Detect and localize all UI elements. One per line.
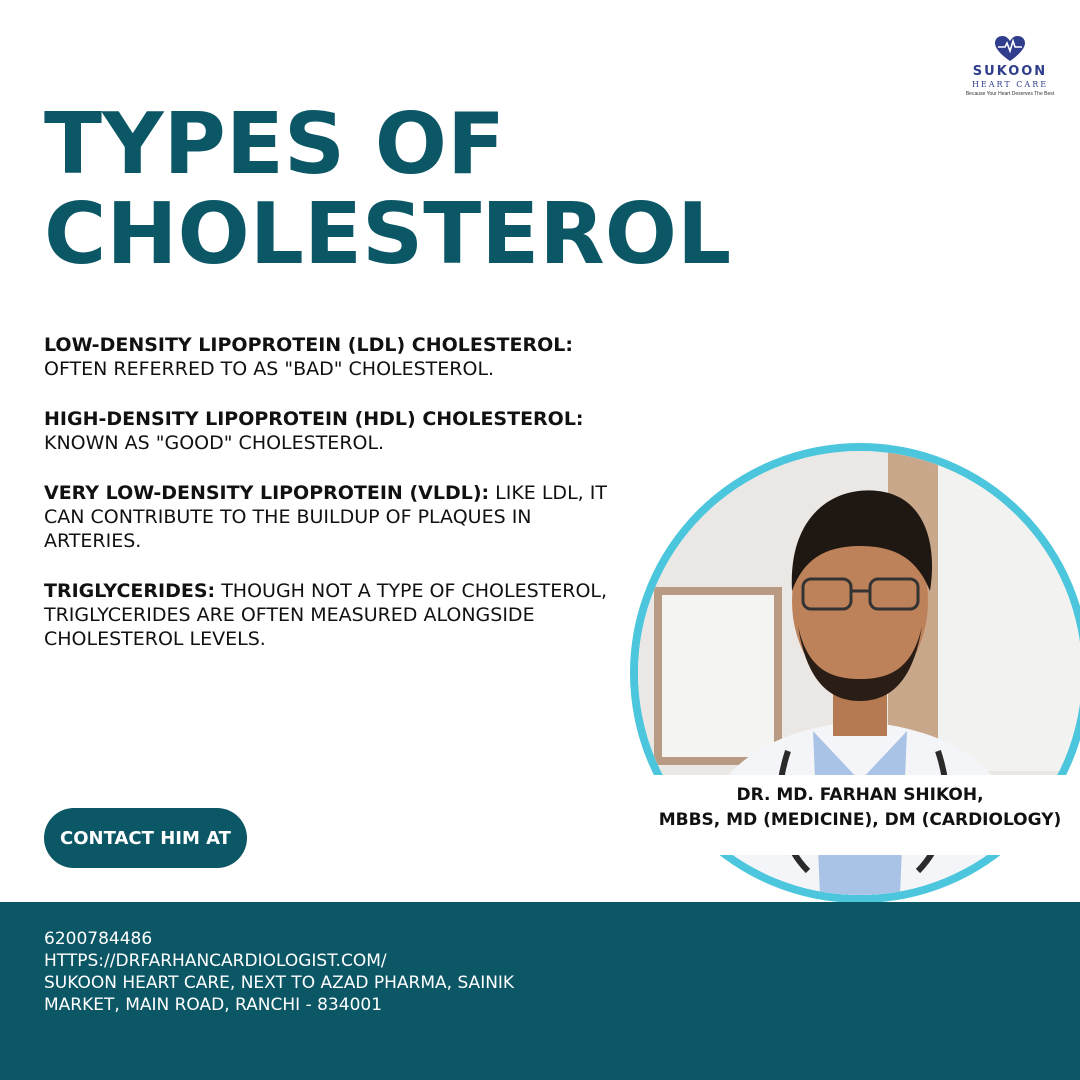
brand-subtitle: HEART CARE	[971, 80, 1049, 89]
item-term: VERY LOW-DENSITY LIPOPROTEIN (VLDL):	[44, 482, 490, 504]
doctor-caption-box	[640, 775, 1080, 855]
item-description: LIKE LDL, IT CAN CONTRIBUTE TO THE BUILDUP OF PLAQUES IN ARTERIES.	[44, 482, 607, 552]
brand-name: SUKOON	[972, 64, 1048, 79]
item-term: LOW-DENSITY LIPOPROTEIN (LDL) CHOLESTEROL:	[44, 334, 573, 356]
brand-tagline: Because Your Heart Deserves The Best	[965, 91, 1055, 97]
phone-number[interactable]: 6200784486	[44, 929, 153, 949]
doctor-caption	[640, 775, 1080, 833]
list-item-triglycerides	[44, 579, 624, 651]
contact-button[interactable]: CONTACT HIM AT	[44, 808, 247, 868]
brand-logo	[962, 36, 1058, 97]
item-description: KNOWN AS "GOOD" CHOLESTEROL.	[44, 432, 385, 454]
title-line-2: CHOLESTEROL	[44, 185, 732, 284]
website-link[interactable]: HTTPS://DRFARHANCARDIOLOGIST.COM/	[44, 951, 387, 971]
item-description: OFTEN REFERRED TO AS "BAD" CHOLESTEROL.	[44, 358, 495, 380]
list-item-vldl	[44, 481, 624, 553]
list-item-hdl	[44, 407, 624, 455]
address-line-2: MARKET, MAIN ROAD, RANCHI - 834001	[44, 995, 383, 1015]
item-term: TRIGLYCERIDES:	[44, 580, 216, 602]
item-term: HIGH-DENSITY LIPOPROTEIN (HDL) CHOLESTEROL:	[44, 408, 584, 430]
list-item-ldl	[44, 333, 624, 381]
address-line-1: SUKOON HEART CARE, NEXT TO AZAD PHARMA, SAINIK	[44, 973, 515, 993]
page-title	[44, 95, 732, 284]
title-line-1: TYPES OF	[44, 95, 506, 194]
doctor-name: DR. MD. FARHAN SHIKOH,	[736, 785, 984, 805]
doctor-credentials: MBBS, MD (MEDICINE), DM (CARDIOLOGY)	[658, 810, 1062, 830]
cholesterol-types-list	[44, 333, 624, 677]
contact-footer	[0, 902, 1080, 1080]
item-description: THOUGH NOT A TYPE OF CHOLESTEROL, TRIGLYCERIDES ARE OFTEN MEASURED ALONGSIDE CHOLESTEROL LEVELS.	[44, 580, 608, 650]
contact-details	[44, 928, 604, 1016]
heart-pulse-icon	[995, 36, 1025, 62]
